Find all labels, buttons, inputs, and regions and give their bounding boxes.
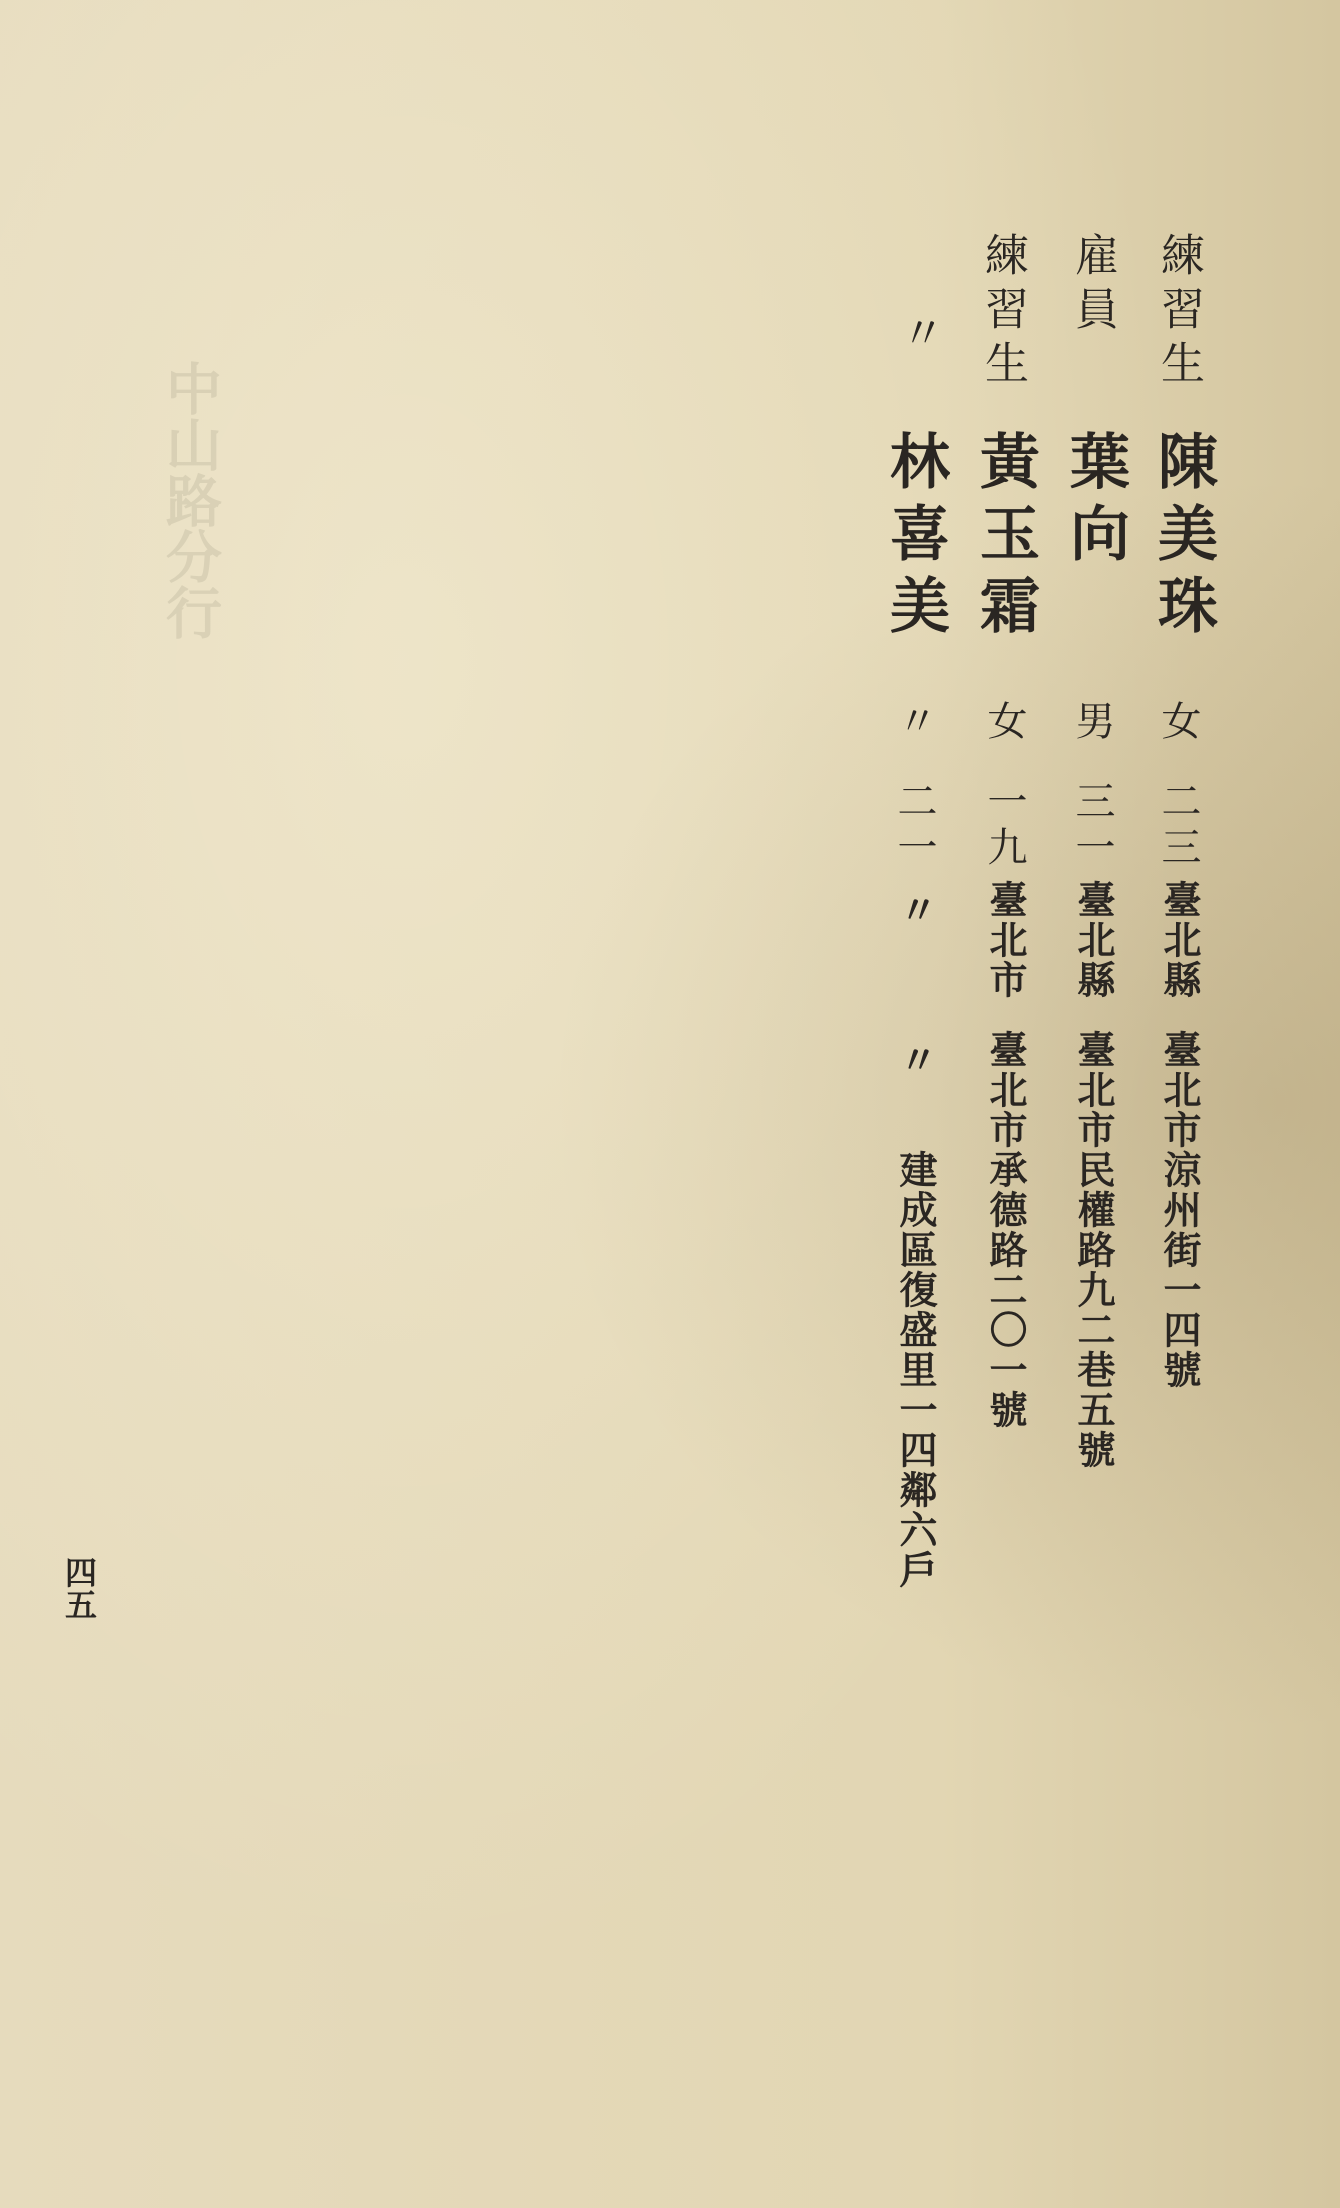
entry-1-title: 練習生	[1153, 232, 1204, 394]
entry-2-gender: 男	[1069, 700, 1115, 746]
entry-4-gender: 〃	[891, 700, 937, 746]
entry-3-title: 練習生	[977, 232, 1028, 394]
entry-2-age: 三一	[1069, 780, 1115, 872]
entry-1-gender: 女	[1155, 700, 1201, 746]
entry-3-name: 黃玉霜	[970, 430, 1040, 646]
entry-1-age: 二三	[1155, 780, 1201, 872]
entry-3-origin: 臺北市	[983, 880, 1028, 1000]
entry-2-title: 雇員	[1067, 232, 1118, 340]
entry-4-origin: 〃	[893, 890, 938, 930]
entry-3-gender: 女	[981, 700, 1027, 746]
entry-3-age: 一九	[981, 780, 1027, 872]
entry-2-name: 葉向	[1060, 430, 1130, 574]
entry-3-address: 臺北市承德路二〇一號	[983, 1030, 1028, 1430]
entry-4-title: 〃	[893, 310, 944, 364]
bleed-through-text: 中山路分行	[157, 360, 223, 640]
entry-2-origin: 臺北縣	[1071, 880, 1116, 1000]
entry-1-origin: 臺北縣	[1157, 880, 1202, 1000]
entry-1-address: 臺北市涼州街一四號	[1157, 1030, 1202, 1390]
page-number: 四五	[60, 1556, 98, 1620]
entry-4-name: 林喜美	[880, 430, 950, 646]
entry-4-address-detail: 建成區復盛里一四鄰六戶	[893, 1150, 938, 1590]
entry-4-address: 〃	[893, 1040, 938, 1080]
entry-4-age: 二一	[891, 780, 937, 872]
entry-2-address: 臺北市民權路九二巷五號	[1071, 1030, 1116, 1470]
entry-1-name: 陳美珠	[1148, 430, 1218, 646]
